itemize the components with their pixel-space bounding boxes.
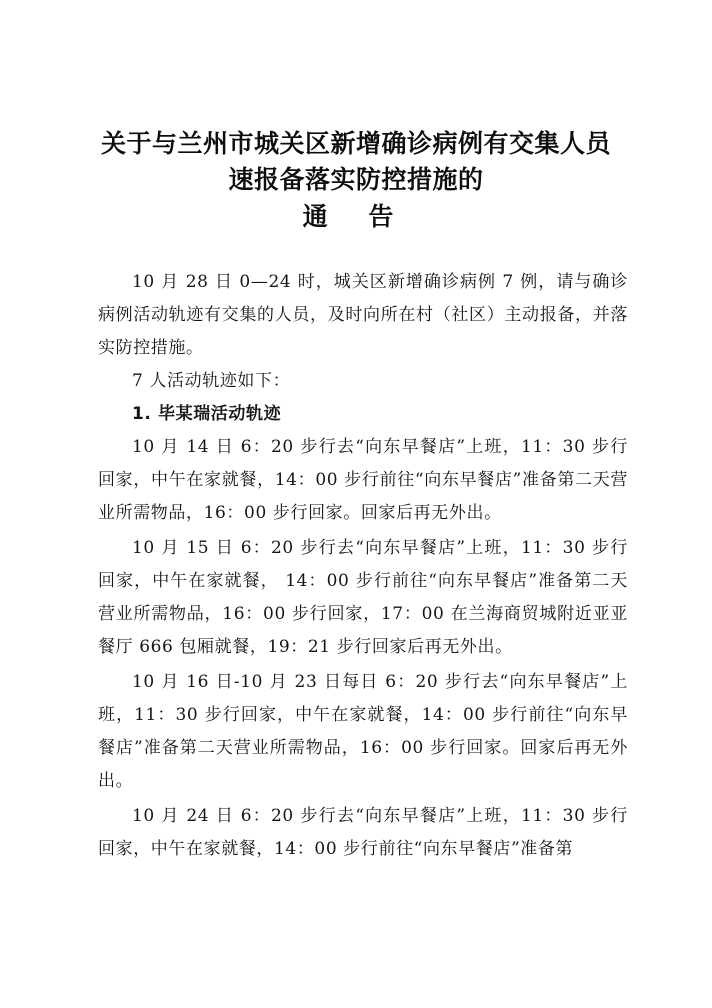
title-line-2: 速报备落实防控措施的 <box>228 165 484 194</box>
title-line-3: 通 告 <box>302 202 410 231</box>
track-paragraph: 10 月 16 日-10 月 23 日每日 6：20 步行去“向东早餐店”上班，11：30 步行回家，中午在家就餐，14：00 步行前往“向东早餐店”准备第二天营业所需物品，16：00 步行回家。回家后再无外出。 <box>98 672 628 791</box>
summary-paragraph: 7 人活动轨迹如下： <box>132 371 291 391</box>
notice-title <box>60 126 652 235</box>
section-heading: 1. 毕某瑞活动轨迹 <box>132 404 282 424</box>
track-paragraph: 10 月 24 日 6：20 步行去“向东早餐店”上班，11：30 步行回家，中午在家就餐，14：00 步行前往“向东早餐店”准备第 <box>98 806 628 859</box>
title-line-1: 关于与兰州市城关区新增确诊病例有交集人员 <box>100 129 611 158</box>
track-paragraph: 10 月 15 日 6：20 步行去“向东早餐店”上班，11：30 步行回家，中午在家就餐， 14：00 步行前往“向东早餐店”准备第二天营业所需物品，16：00 步行回家，17：00 在兰海商贸城附近亚亚餐厅 666 包厢就餐，19：21 步行回家后再无外出。 <box>98 538 628 657</box>
intro-paragraph: 10 月 28 日 0—24 时，城关区新增确诊病例 7 例，请与确诊病例活动轨迹有交集的人员，及时向所在村（社区）主动报备，并落实防控措施。 <box>98 272 628 358</box>
track-paragraph: 10 月 14 日 6：20 步行去“向东早餐店”上班，11：30 步行回家，中午在家就餐，14：00 步行前往“向东早餐店”准备第二天营业所需物品，16：00 步行回家。回家后再无外出。 <box>98 437 628 523</box>
notice-body <box>98 266 628 866</box>
